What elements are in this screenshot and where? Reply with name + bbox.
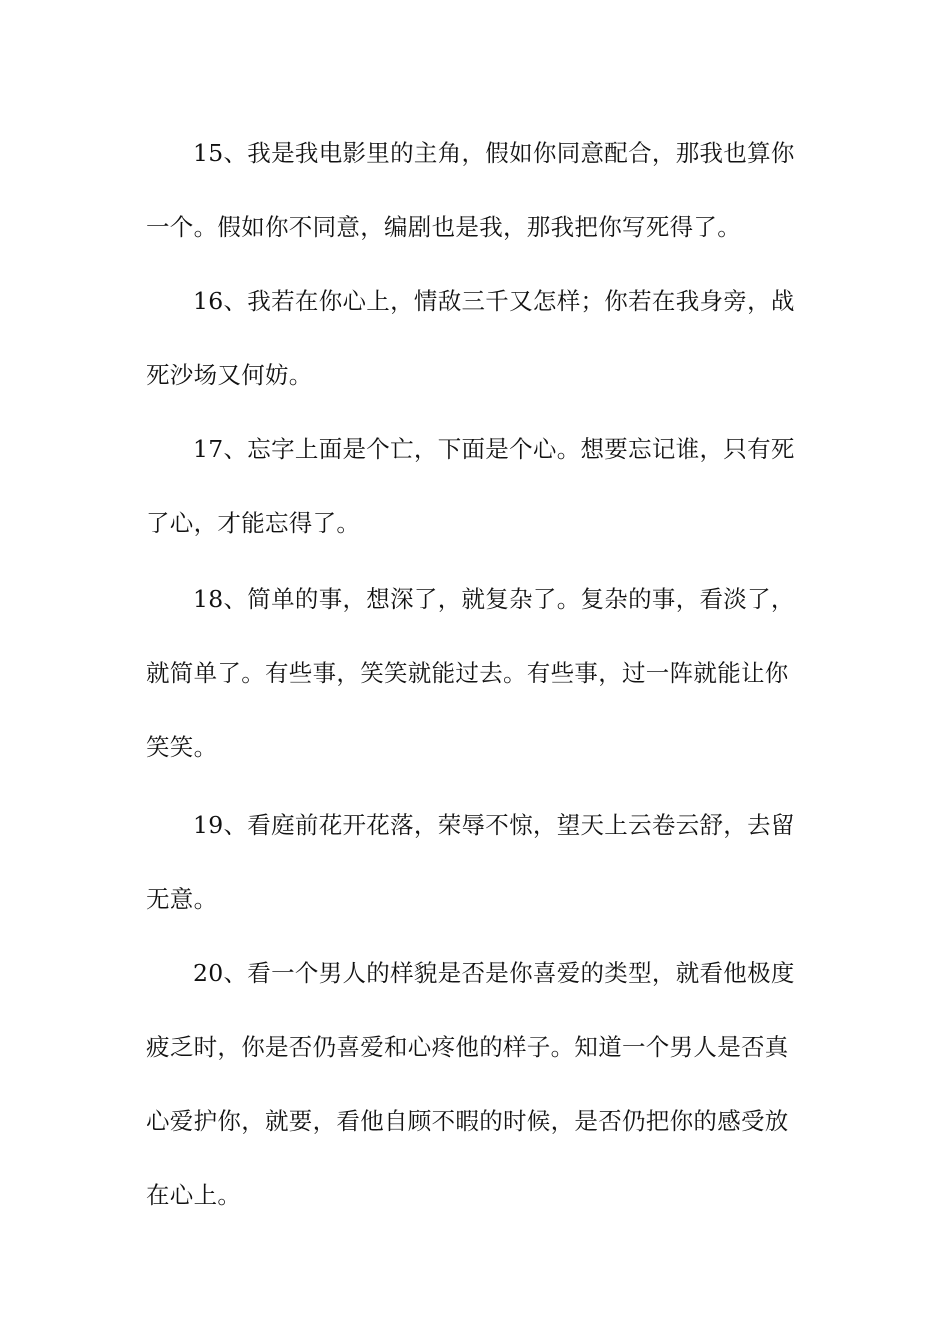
- paragraph-16-line-2: 死沙场又何妨。: [146, 361, 313, 389]
- paragraph-16-line-1: 16、我若在你心上，情敌三千又怎样；你若在我身旁，战: [193, 287, 795, 315]
- paragraph-20-line-4: 在心上。: [146, 1181, 242, 1209]
- paragraph-20-line-1: 20、看一个男人的样貌是否是你喜爱的类型，就看他极度: [193, 959, 795, 987]
- paragraph-18-line-3: 笑笑。: [146, 733, 218, 761]
- paragraph-18-line-2: 就简单了。有些事，笑笑就能过去。有些事，过一阵就能让你: [146, 659, 789, 687]
- paragraph-19-line-1: 19、看庭前花开花落，荣辱不惊，望天上云卷云舒，去留: [193, 811, 795, 839]
- paragraph-15-line-2: 一个。假如你不同意，编剧也是我，那我把你写死得了。: [146, 213, 741, 241]
- paragraph-20-line-2: 疲乏时，你是否仍喜爱和心疼他的样子。知道一个男人是否真: [146, 1033, 789, 1061]
- paragraph-17-line-1: 17、忘字上面是个亡，下面是个心。想要忘记谁，只有死: [193, 435, 795, 463]
- paragraph-19-line-2: 无意。: [146, 885, 218, 913]
- paragraph-18-line-1: 18、简单的事，想深了，就复杂了。复杂的事，看淡了，: [193, 585, 795, 613]
- paragraph-20-line-3: 心爱护你，就要，看他自顾不暇的时候，是否仍把你的感受放: [146, 1107, 789, 1135]
- paragraph-17-line-2: 了心，才能忘得了。: [146, 509, 361, 537]
- paragraph-15-line-1: 15、我是我电影里的主角，假如你同意配合，那我也算你: [193, 139, 795, 167]
